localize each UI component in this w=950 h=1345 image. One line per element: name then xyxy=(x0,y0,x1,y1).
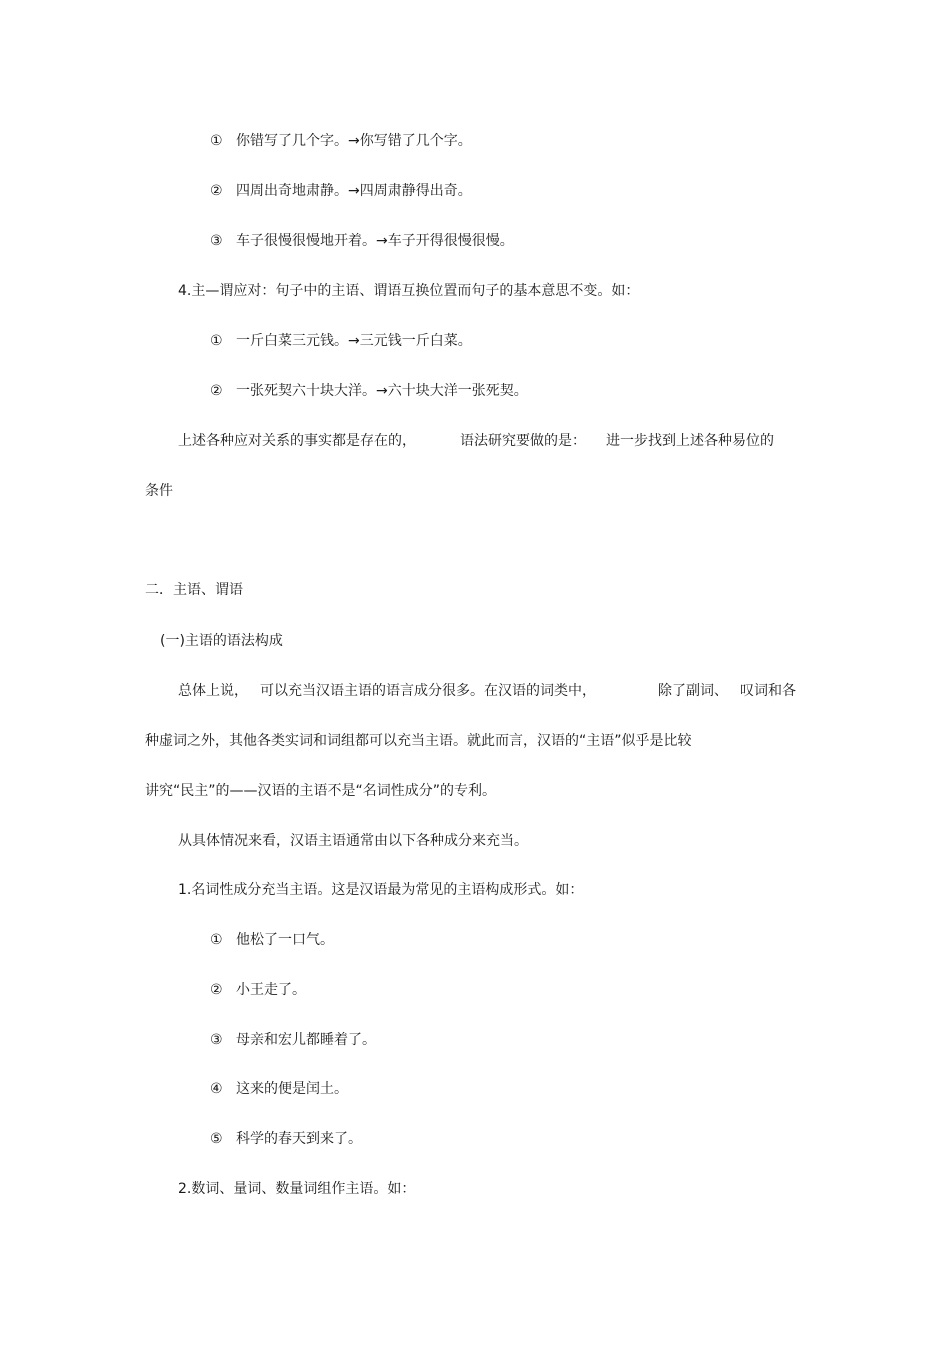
example-text: 一张死契六十块大洋。→六十块大洋一张死契。 xyxy=(236,383,528,399)
example-text: 车子很慢很慢地开着。→车子开得很慢很慢。 xyxy=(236,233,514,249)
example-text: 你错写了几个字。→你写错了几个字。 xyxy=(236,133,472,149)
item-number: ② xyxy=(210,383,223,399)
example-item xyxy=(210,231,514,251)
example-text: 一斤白菜三元钱。→三元钱一斤白菜。 xyxy=(236,333,472,349)
rule-heading: 4.主—谓应对：句子中的主语、谓语互换位置而句子的基本意思不变。如： xyxy=(178,283,640,299)
summary-part2: 语法研究要做的是： xyxy=(460,433,586,449)
example-item xyxy=(210,980,306,1000)
type1-title: 1.名词性成分充当主语。这是汉语最为常见的主语构成形式。如： xyxy=(178,882,584,898)
example-text: 科学的春天到来了。 xyxy=(236,1131,362,1147)
summary-part3: 进一步找到上述各种易位的 xyxy=(606,433,774,449)
example-text: 这来的便是闰土。 xyxy=(236,1081,348,1097)
para1-fragment: 总体上说， xyxy=(178,683,248,699)
subsection-heading: (一)主语的语法构成 xyxy=(160,633,283,649)
item-number: ⑤ xyxy=(210,1131,223,1147)
para1-line3: 讲究“民主”的——汉语的主语不是“名词性成分”的专利。 xyxy=(145,783,497,799)
example-text: 母亲和宏儿都睡着了。 xyxy=(236,1032,376,1048)
example-item xyxy=(210,381,528,401)
example-item xyxy=(210,331,472,351)
summary-line2: 条件 xyxy=(145,483,173,499)
example-item xyxy=(210,1129,362,1149)
item-number: ③ xyxy=(210,233,223,249)
para1-fragment: 除了副词、 xyxy=(658,683,728,699)
para1-fragment: 叹词和各 xyxy=(740,683,796,699)
para1-fragment: 可以充当汉语主语的语言成分很多。在汉语的词类中， xyxy=(260,683,596,699)
example-text: 小王走了。 xyxy=(236,982,306,998)
item-number: ④ xyxy=(210,1081,223,1097)
example-text: 四周出奇地肃静。→四周肃静得出奇。 xyxy=(236,183,472,199)
example-item xyxy=(210,181,472,201)
section-heading: 二．主语、谓语 xyxy=(145,582,243,598)
item-number: ① xyxy=(210,333,223,349)
summary-part1: 上述各种应对关系的事实都是存在的， xyxy=(178,433,416,449)
para2: 从具体情况来看，汉语主语通常由以下各种成分来充当。 xyxy=(178,833,528,849)
example-item xyxy=(210,1079,348,1099)
item-number: ① xyxy=(210,133,223,149)
item-number: ② xyxy=(210,183,223,199)
para1-line2: 种虚词之外，其他各类实词和词组都可以充当主语。就此而言，汉语的“主语”似乎是比较 xyxy=(145,733,692,749)
example-item xyxy=(210,1030,376,1050)
item-number: ② xyxy=(210,982,223,998)
item-number: ③ xyxy=(210,1032,223,1048)
example-text: 他松了一口气。 xyxy=(236,932,334,948)
example-item xyxy=(210,930,334,950)
type2-title: 2.数词、量词、数量词组作主语。如： xyxy=(178,1181,416,1197)
example-item xyxy=(210,131,472,151)
item-number: ① xyxy=(210,932,223,948)
